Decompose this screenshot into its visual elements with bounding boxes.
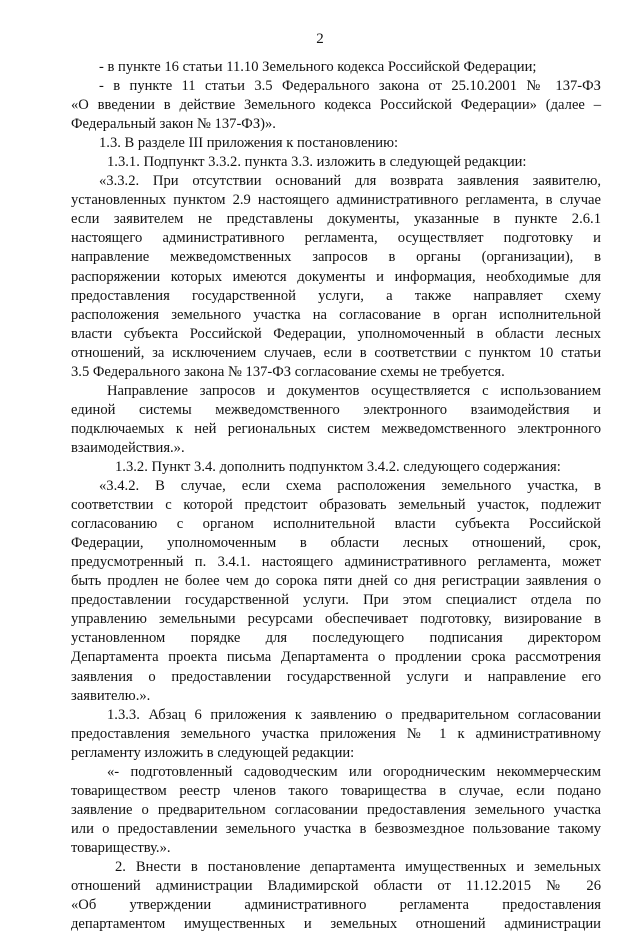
text-line: департаментом имущественных и земельных отношений администрации <box>71 916 601 933</box>
text-line: власти субъекта Российской Федерации, уполномоченный в области лесных <box>71 325 601 342</box>
text-line: отношений администрации Владимирской области от 11.12.2015 № 26 <box>71 878 601 895</box>
text-line: управлению земельными ресурсами обеспечивает подготовку, визирование в <box>71 611 601 628</box>
text-line: товариществом реестр членов такого товарищества в случае, если подано <box>71 782 601 799</box>
paragraph-quote-3-3-2 <box>71 172 601 382</box>
text-line: 1.3.3. Абзац 6 приложения к заявлению о предварительном согласовании <box>107 706 601 723</box>
text-line: быть продлен не более чем до сорока пяти дней со дня регистрации заявления о <box>71 573 601 590</box>
text-line: 3.5 Федерального закона № 137-ФЗ согласование схемы не требуется. <box>71 363 505 380</box>
text-line: установленных пунктом 2.9 настоящего административного регламента, в случае <box>71 192 601 209</box>
text-line: регламенту изложить в следующей редакции: <box>71 744 355 761</box>
text-line: или о предоставлении земельного участка в безвозмездное пользование такому <box>71 820 601 837</box>
text-line: заявления о предоставлении государственной услуги и направление его <box>71 668 601 685</box>
paragraph-requests-paragraph <box>71 382 601 458</box>
text-line: направление межведомственных запросов в органы (организации), в <box>71 249 601 266</box>
text-line: - в пункте 16 статьи 11.10 Земельного кодекса Российской Федерации; <box>99 59 537 75</box>
text-line: расположения земельного участка на согласование в орган исполнительной <box>71 306 601 323</box>
document-body <box>71 58 601 934</box>
paragraph-clause-1-3 <box>71 134 601 153</box>
text-line: «3.3.2. При отсутствии оснований для возврата заявления заявителю, <box>99 173 601 190</box>
text-line: Федерации, уполномоченным в области лесных отношений, срок, <box>71 535 601 552</box>
text-line: согласованию с органом исполнительной власти субъекта Российской <box>71 516 601 533</box>
paragraph-quote-paragraph-6 <box>71 763 601 858</box>
text-line: если заявителем не представлены документы, указанные в пункте 2.6.1 <box>71 211 601 228</box>
text-line: подключаемых к ней региональных систем межведомственного электронного <box>71 420 601 437</box>
text-line: единой системы межведомственного электронного взаимодействия и <box>71 401 601 418</box>
text-line: Направление запросов и документов осуществляется с использованием <box>107 382 601 399</box>
text-line: «О введении в действие Земельного кодекса Российской Федерации» (далее – <box>71 97 601 114</box>
paragraph-clause-1-3-1 <box>71 153 601 172</box>
text-line: 1.3. В разделе III приложения к постановлению: <box>99 135 399 152</box>
text-line: отношений, за исключением случаев, если в соответствии с пунктом 10 статьи <box>71 344 601 361</box>
paragraph-quote-3-4-2 <box>71 477 601 706</box>
text-line: соответствии с которой предстоит образовать земельный участок, подлежит <box>71 497 601 514</box>
paragraph-clause-1-3-2 <box>71 458 601 477</box>
text-line: 1.3.2. Пункт 3.4. дополнить подпунктом 3.4.2. следующего содержания: <box>115 458 561 475</box>
paragraph-item-article-3-5 <box>71 77 601 134</box>
text-line: взаимодействия.». <box>71 439 185 456</box>
text-line: настоящего административного регламента, осуществляет подготовку и <box>71 230 601 247</box>
text-line: распоряжении которых имеются документы и информация, необходимые для <box>71 268 601 285</box>
page-number: 2 <box>316 31 324 47</box>
text-line: 2. Внести в постановление департамента имущественных и земельных <box>115 858 601 875</box>
paragraph-clause-2 <box>71 858 601 934</box>
text-line: Департамента проекта письма Департамента о продлении срока рассмотрения <box>71 649 601 666</box>
text-line: заявителю.». <box>71 687 151 704</box>
text-line: «- подготовленный садоводческим или огородническим некоммерческим <box>107 763 601 780</box>
paragraph-item-article-11-10 <box>71 58 601 77</box>
text-line: предусмотренный п. 3.4.1. настоящего административного регламента, может <box>71 554 601 571</box>
text-line: Федеральный закон № 137-ФЗ)». <box>71 116 276 133</box>
text-line: предоставления земельного участка приложения № 1 к административному <box>71 725 601 742</box>
text-line: «3.4.2. В случае, если схема расположения земельного участка, в <box>99 478 601 495</box>
text-line: установленном порядке для последующего подписания директором <box>71 630 601 647</box>
text-line: предоставлении государственной услуги. При этом специалист отдела по <box>71 592 601 609</box>
text-line: предоставления государственной услуги, а также направляет схему <box>71 287 601 304</box>
paragraph-clause-1-3-3 <box>71 706 601 763</box>
text-line: товариществу.». <box>71 839 171 856</box>
text-line: заявление о предварительном согласовании предоставления земельного участка <box>71 801 601 818</box>
text-line: - в пункте 11 статьи 3.5 Федерального закона от 25.10.2001 № 137-ФЗ <box>99 78 601 95</box>
text-line: «Об утверждении административного регламента предоставления <box>71 897 601 914</box>
text-line: 1.3.1. Подпункт 3.3.2. пункта 3.3. изложить в следующей редакции: <box>107 154 527 171</box>
